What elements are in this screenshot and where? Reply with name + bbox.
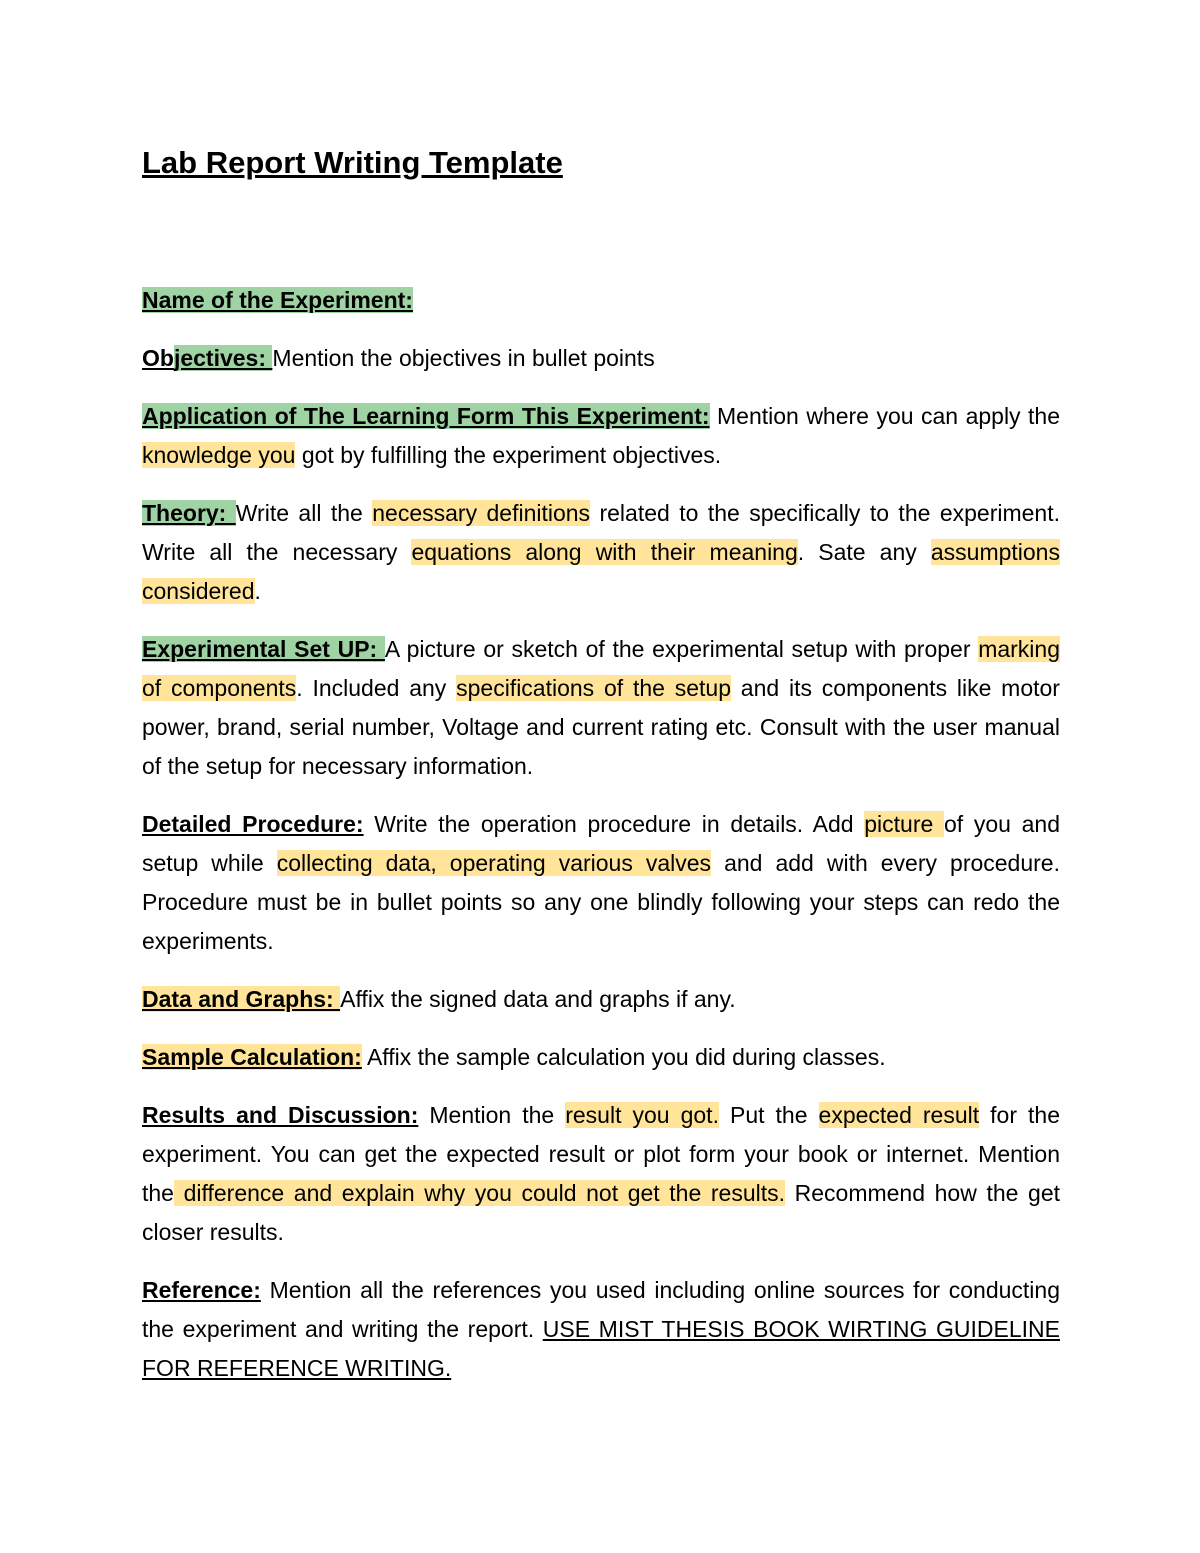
- highlighted-text: marking of components: [142, 636, 1060, 701]
- section-text: . Sate any: [797, 539, 931, 565]
- section-text: Mention the objectives in bullet points: [272, 345, 655, 371]
- section-text: Mention the: [418, 1102, 566, 1128]
- section-procedure: [142, 805, 1060, 961]
- section-label: Name of the Experiment:: [142, 287, 413, 313]
- section-application: [142, 397, 1060, 475]
- section-label: Ob: [142, 345, 174, 371]
- section-reference: [142, 1271, 1060, 1388]
- section-results: [142, 1096, 1060, 1252]
- section-setup: [142, 630, 1060, 786]
- highlighted-text: result you got.: [565, 1102, 719, 1128]
- section-text: . Included any: [296, 675, 457, 701]
- highlighted-text: knowledge you: [142, 442, 296, 468]
- section-text: and its components like motor power, brand, serial number, Voltage and current rating etc. Consult with the user manual of the setup for necessary information.: [142, 675, 1060, 779]
- section-label: Detailed Procedure:: [142, 811, 364, 837]
- section-text: Mention all the references you used including online sources for conducting the experiment and writing the report.: [142, 1277, 1060, 1342]
- highlighted-text: picture: [864, 811, 944, 837]
- highlighted-text: necessary definitions: [372, 500, 591, 526]
- highlighted-text: collecting data, operating various valves: [276, 850, 712, 876]
- section-text: Put the: [718, 1102, 819, 1128]
- section-text: Affix the sample calculation you did during classes.: [361, 1044, 886, 1070]
- highlighted-text: expected result: [818, 1102, 980, 1128]
- section-sample: [142, 1038, 1060, 1077]
- section-name: [142, 281, 1060, 320]
- section-objectives: [142, 339, 1060, 378]
- section-text: and add with every procedure. Procedure must be in bullet points so any one blindly following your steps can redo the experiments.: [142, 850, 1060, 954]
- section-text: Affix the signed data and graphs if any.: [340, 986, 736, 1012]
- section-theory: [142, 494, 1060, 611]
- highlighted-text: difference and explain why you could not get the results.: [173, 1180, 786, 1206]
- section-text: got by fulfilling the experiment objectives.: [295, 442, 722, 468]
- section-text: of you and setup while: [142, 811, 1060, 876]
- section-label: jectives:: [173, 345, 273, 371]
- section-text: for the experiment. You can get the expected result or plot form your book or internet. Mention the: [142, 1102, 1060, 1206]
- section-data: [142, 980, 1060, 1019]
- section-label: Data and Graphs:: [142, 986, 341, 1012]
- section-text: Mention where you can apply the: [709, 403, 1061, 429]
- section-label: Results and Discussion:: [142, 1102, 419, 1128]
- document-body: [142, 281, 1060, 1388]
- section-label: Application of The Learning Form This Experiment:: [142, 403, 710, 429]
- section-label: Experimental Set UP:: [142, 636, 385, 662]
- section-label: Reference:: [142, 1277, 261, 1303]
- section-text: A picture or sketch of the experimental setup with proper: [384, 636, 979, 662]
- highlighted-text: equations along with their meaning: [411, 539, 798, 565]
- highlighted-text: USE MIST THESIS BOOK WIRTING GUIDELINE FOR REFERENCE WRITING.: [142, 1316, 1061, 1381]
- document-page: [142, 140, 1060, 1407]
- section-label: Sample Calculation:: [142, 1044, 362, 1070]
- document-title: Lab Report Writing Template: [142, 145, 563, 180]
- highlighted-text: assumptions considered: [142, 539, 1060, 604]
- section-text: Write all the: [235, 500, 373, 526]
- section-text: related to the specifically to the experiment. Write all the necessary: [142, 500, 1060, 565]
- section-text: .: [254, 578, 261, 604]
- section-label: Theory:: [142, 500, 236, 526]
- section-text: Recommend how the get closer results.: [142, 1180, 1060, 1245]
- section-text: Write the operation procedure in details. Add: [363, 811, 865, 837]
- highlighted-text: specifications of the setup: [456, 675, 731, 701]
